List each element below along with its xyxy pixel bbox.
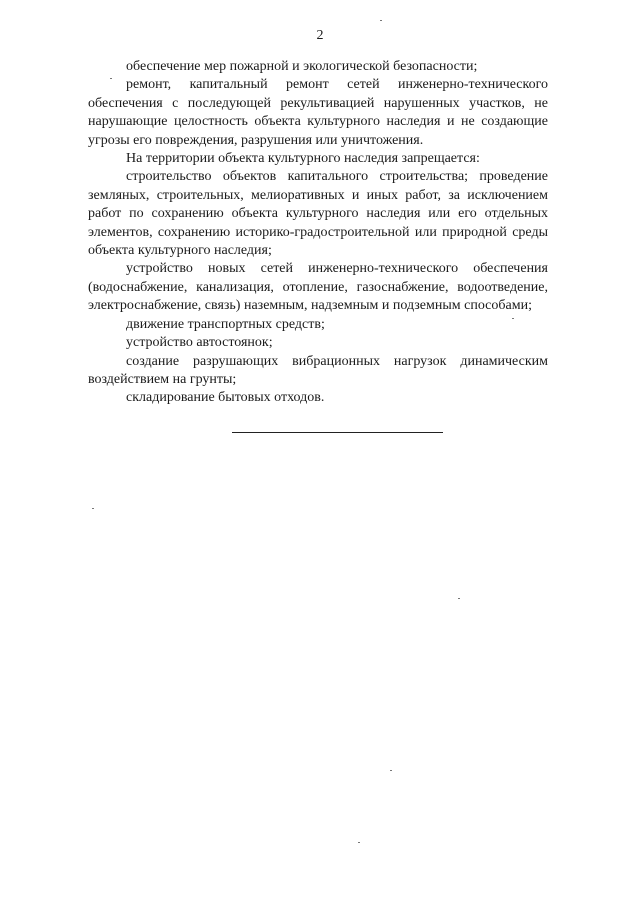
scan-speck (458, 598, 460, 599)
scan-speck (358, 842, 360, 843)
separator-line (232, 432, 443, 433)
scan-speck (512, 318, 514, 319)
scan-speck (110, 78, 112, 79)
scan-speck (390, 770, 392, 771)
scan-speck (92, 508, 94, 509)
paragraph: ремонт, капитальный ремонт сетей инженерно-технического обеспечения с последующей рекультивацией нарушенных участков, не нарушающие целостность объекта культурного наследия и не создающие угрозы его повреждения, разрушения или уничтожения. (88, 77, 548, 148)
paragraph: обеспечение мер пожарной и экологической безопасности; (126, 59, 478, 74)
paragraph: движение транспортных средств; (126, 316, 325, 332)
paragraph: устройство автостоянок; (126, 335, 273, 351)
paragraph: создание разрушающих вибрационных нагрузок динамическим воздействием на грунты; (88, 353, 548, 387)
paragraph: строительство объектов капитального строительства; проведение земляных, строительных, мелиоративных и иных работ, за исключением работ по сохранению объекта культурного наследия или его отдельных элементов, сохранению историко-градостроительной или природной среды объекта культурного наследия; (88, 169, 548, 259)
document-body (88, 58, 548, 408)
scan-speck (380, 20, 382, 21)
paragraph: устройство новых сетей инженерно-технического обеспечения (водоснабжение, канализация, отопление, газоснабжение, водоотведение, электроснабжение, связь) наземным, надземным и подземным способами; (88, 261, 548, 314)
paragraph: На территории объекта культурного наследия запрещается: (126, 151, 480, 167)
page-number: 2 (316, 28, 324, 43)
paragraph: складирование бытовых отходов. (126, 390, 325, 406)
